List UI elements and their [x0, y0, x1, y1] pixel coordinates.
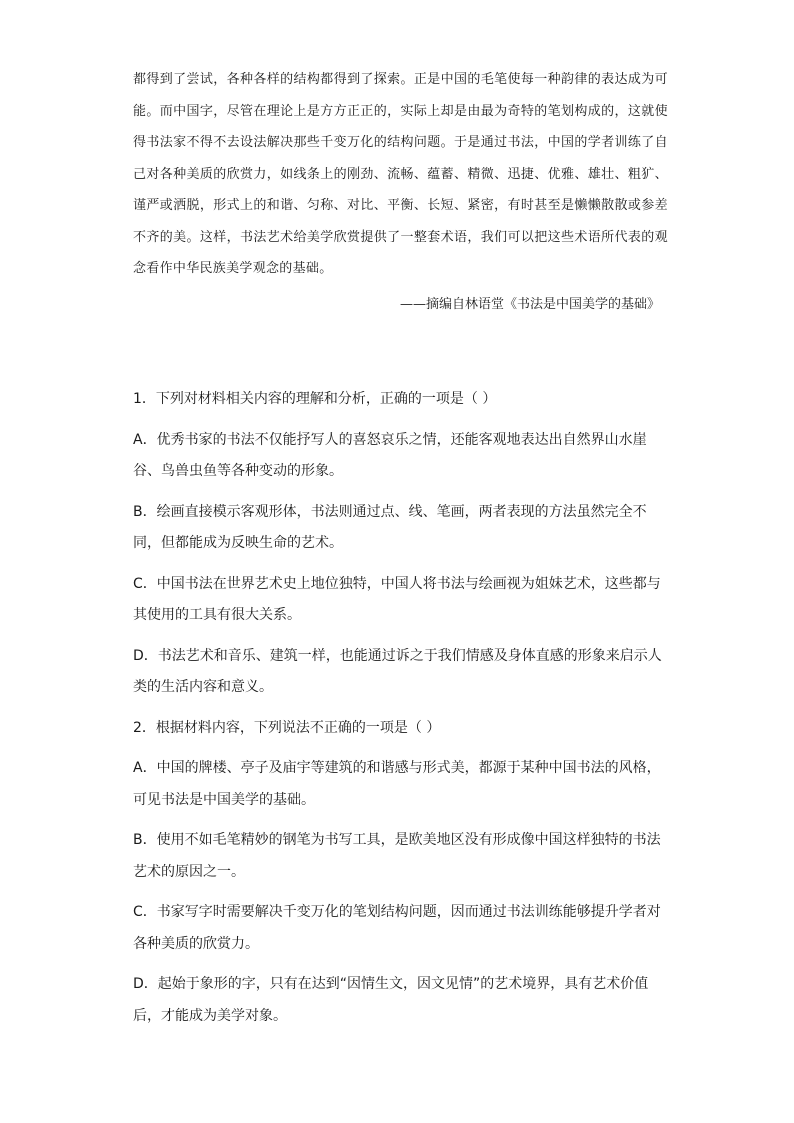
option-b: B．绘画直接模示客观形体，书法则通过点、线、笔画，两者表现的方法虽然完全不同，但都能成为反映生命的艺术。 — [133, 503, 647, 551]
option-d: D．书法艺术和音乐、建筑一样，也能通过诉之于我们情感及身体直感的形象来启示人类的生活内容和意义。 — [133, 647, 662, 695]
question-stem: 1．下列对材料相关内容的理解和分析，正确的一项是（ ） — [133, 391, 497, 407]
option-d: D．起始于象形的字，只有在达到“因情生文，因文见情”的艺术境界，具有艺术价值后，才能成为美学对象。 — [133, 976, 649, 1024]
option-a: A．优秀书家的书法不仅能抒写人的喜怒哀乐之情，还能客观地表达出自然界山水崖谷、鸟兽虫鱼等各种变动的形象。 — [133, 431, 647, 479]
reading-passage — [133, 64, 668, 285]
question-list — [133, 384, 663, 1041]
passage-paragraph: 都得到了尝试，各种各样的结构都得到了探索。正是中国的毛笔使每一种韵律的表达成为可能。而中国字，尽管在理论上是方方正正的，实际上却是由最为奇特的笔划构成的，这就使得书法家不得不去设法解决那些千变万化的结构问题。于是通过书法，中国的学者训练了自己对各种美质的欣赏力，如线条上的刚劲、流畅、蕴蓄、精微、迅捷、优雅、雄壮、粗犷、谨严或洒脱，形式上的和谐、匀称、对比、平衡、长短、紧密，有时甚至是懒懒散散或参差不齐的美。这样，书法艺术给美学欣赏提供了一整套术语，我们可以把这些术语所代表的观念看作中华民族美学观念的基础。 — [133, 72, 668, 276]
passage-attribution: ——摘编自林语堂《书法是中国美学的基础》 — [399, 297, 660, 312]
option-c: C．中国书法在世界艺术史上地位独特，中国人将书法与绘画视为姐妹艺术，这些都与其使用的工具有很大关系。 — [133, 575, 661, 623]
option-c: C．书家写字时需要解决千变万化的笔划结构问题，因而通过书法训练能够提升学者对各种美质的欣赏力。 — [133, 904, 661, 952]
option-a: A．中国的牌楼、亭子及庙宇等建筑的和谐感与形式美，都源于某种中国书法的风格，可见书法是中国美学的基础。 — [133, 760, 661, 808]
question-2 — [133, 713, 663, 1033]
question-stem: 2．根据材料内容，下列说法不正确的一项是（ ） — [133, 719, 441, 736]
question-1 — [133, 384, 663, 704]
option-b: B．使用不如毛笔精妙的钢笔为书写工具，是欧美地区没有形成像中国这样独特的书法艺术的原因之一。 — [133, 832, 661, 880]
